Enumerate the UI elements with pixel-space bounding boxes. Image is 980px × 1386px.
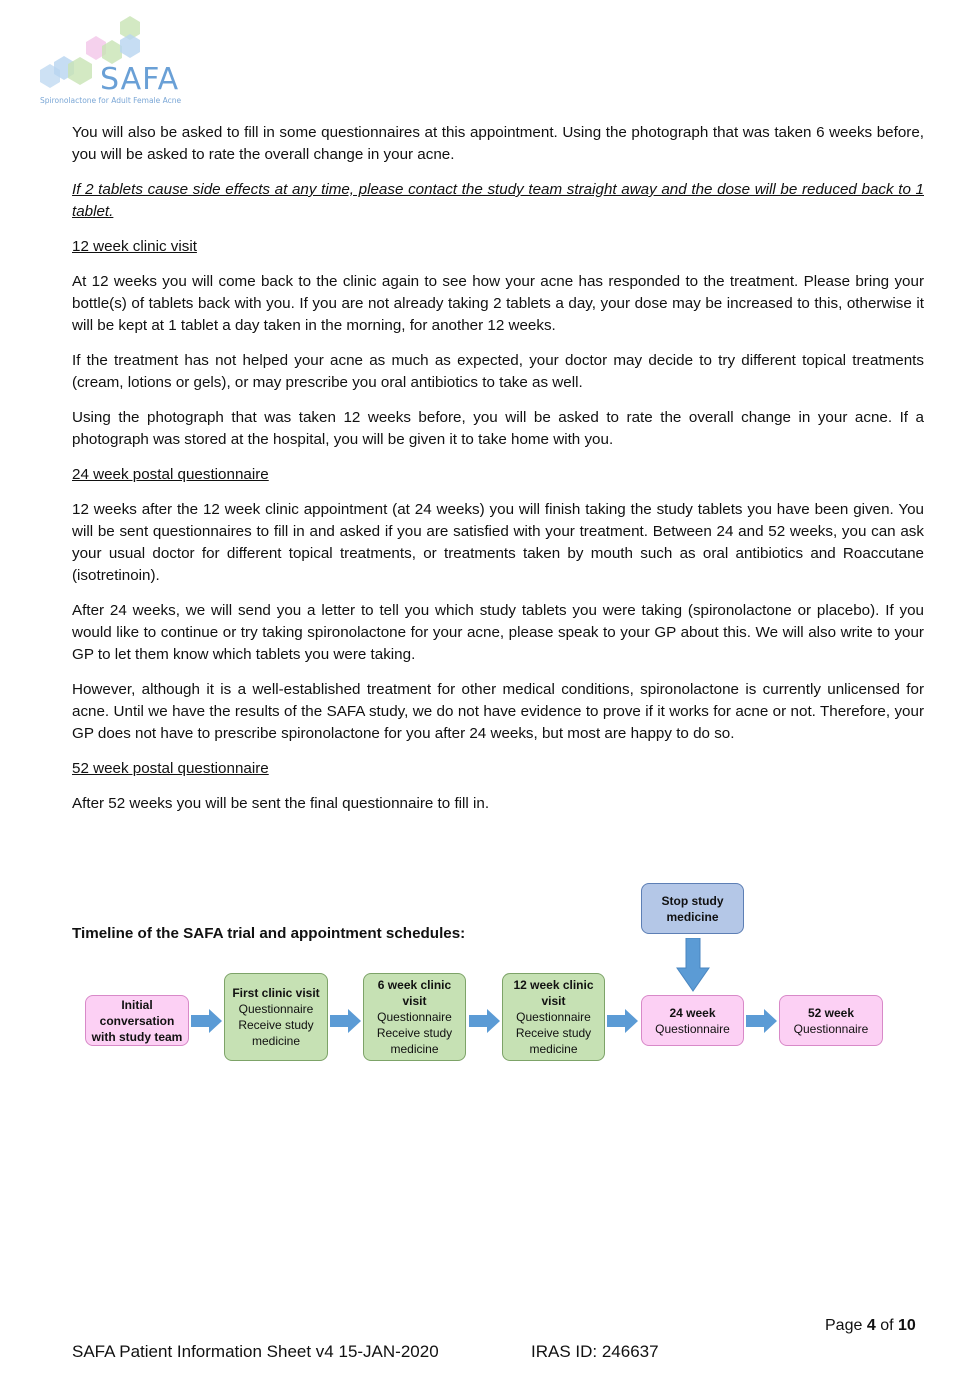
paragraph: However, although it is a well-established treatment for other medical conditions, spironolactone is currently unlicensed for acne. Until we have the results of the SAFA study, we do not have evidence to prove if it works for acne or not. Therefore, your GP does not have to prescribe spironolactone for you after 24 weeks, but most are happy to do so.	[72, 681, 924, 742]
safa-logo	[34, 12, 194, 108]
first-line3: medicine	[251, 1034, 301, 1048]
page-prefix: Page	[825, 1317, 863, 1334]
six-title2: visit	[402, 994, 427, 1008]
paragraph: 12 weeks after the 12 week clinic appointment (at 24 weeks) you will finish taking the study tablets you have been given. You will be sent questionnaires to fill in and asked if you are satisfied with your treatment. Between 24 and 52 weeks, you can ask your usual doctor for different topical treatments, or treatments taken by mouth such as oral antibiotics and Roaccutane (isotretinoin).	[72, 501, 924, 584]
right-arrow-icon	[607, 1009, 639, 1033]
first-line1: Questionnaire	[238, 1002, 314, 1016]
twelve-title1: 12 week clinic	[513, 978, 594, 992]
w52-line1: Questionnaire	[793, 1021, 869, 1036]
down-arrow-icon	[676, 938, 710, 992]
first-title: First clinic visit	[232, 986, 320, 1000]
first-line2: Receive study	[238, 1018, 314, 1032]
w52-title: 52 week	[807, 1005, 855, 1020]
heading-24-week-questionnaire: 24 week postal questionnaire	[72, 466, 269, 483]
initial-line3: with study team	[91, 1029, 183, 1044]
page-number	[825, 1317, 916, 1335]
initial-line1: Initial	[121, 997, 153, 1012]
logo-name: SAFA	[100, 62, 180, 97]
week-24-questionnaire-box	[641, 995, 744, 1046]
six-week-clinic-visit-box	[363, 973, 466, 1061]
initial-line2: conversation	[99, 1013, 175, 1028]
stop-medicine-box	[641, 883, 744, 934]
right-arrow-icon	[469, 1009, 501, 1033]
paragraph: If the treatment has not helped your acne as much as expected, your doctor may decide to try different topical treatments (cream, lotions or gels), or may prescribe you oral antibiotics to take as well.	[72, 352, 924, 391]
six-title1: 6 week clinic	[377, 978, 452, 992]
twelve-line2: Receive study	[515, 1026, 592, 1040]
paragraph: After 24 weeks, we will send you a letter to tell you which study tablets you were taking (spironolactone or placebo). If you would like to continue or try taking spironolactone for your acne, please speak to your GP about this. We will also write to your GP to let them know which tablets you were taking.	[72, 602, 924, 663]
six-line3: medicine	[390, 1042, 439, 1056]
twelve-line3: medicine	[529, 1042, 578, 1056]
logo-subtitle: Spironolactone for Adult Female Acne	[40, 96, 182, 105]
paragraph: At 12 weeks you will come back to the clinic again to see how your acne has responded to the treatment. Please bring your bottle(s) of tablets back with you. If you are not already taking 2 tablets a day, your dose may be increased to this, otherwise it will be kept at 1 tablet a day taken in the morning, for another 12 weeks.	[72, 273, 924, 334]
stop-line1: Stop study	[661, 893, 724, 908]
paragraph: You will also be asked to fill in some questionnaires at this appointment. Using the photograph that was taken 6 weeks before, you will be asked to rate the overall change in your acne.	[72, 124, 924, 163]
stop-line2: medicine	[666, 909, 719, 924]
right-arrow-icon	[330, 1009, 362, 1033]
twelve-week-clinic-visit-box	[502, 973, 605, 1061]
heading-52-week-questionnaire: 52 week postal questionnaire	[72, 760, 269, 777]
w24-title: 24 week	[669, 1005, 716, 1020]
page-of: of	[880, 1317, 894, 1334]
six-line2: Receive study	[376, 1026, 453, 1040]
heading-12-week-clinic-visit: 12 week clinic visit	[72, 238, 197, 255]
w24-line1: Questionnaire	[655, 1021, 730, 1036]
six-line1: Questionnaire	[377, 1010, 452, 1024]
right-arrow-icon	[746, 1009, 778, 1033]
paragraph: Using the photograph that was taken 12 weeks before, you will be asked to rate the overall change in your acne. If a photograph was stored at the hospital, you will be given it to take home with you.	[72, 409, 924, 448]
page-current: 4	[866, 1317, 876, 1334]
right-arrow-icon	[191, 1009, 223, 1033]
week-52-questionnaire-box	[779, 995, 883, 1046]
document-footer-title: SAFA Patient Information Sheet v4 15-JAN-2020	[72, 1342, 439, 1361]
twelve-title2: visit	[541, 994, 566, 1008]
document-body	[72, 122, 924, 828]
paragraph: After 52 weeks you will be sent the final questionnaire to fill in.	[72, 795, 490, 812]
twelve-line1: Questionnaire	[516, 1010, 591, 1024]
first-clinic-visit-box	[224, 973, 328, 1061]
iras-id: IRAS ID: 246637	[531, 1342, 659, 1361]
page-total: 10	[897, 1317, 916, 1334]
side-effects-warning: If 2 tablets cause side effects at any time, please contact the study team straight away and the dose will be reduced back to 1 tablet.	[72, 181, 924, 220]
initial-conversation-box	[85, 995, 189, 1046]
timeline-title: Timeline of the SAFA trial and appointment schedules:	[72, 925, 466, 942]
